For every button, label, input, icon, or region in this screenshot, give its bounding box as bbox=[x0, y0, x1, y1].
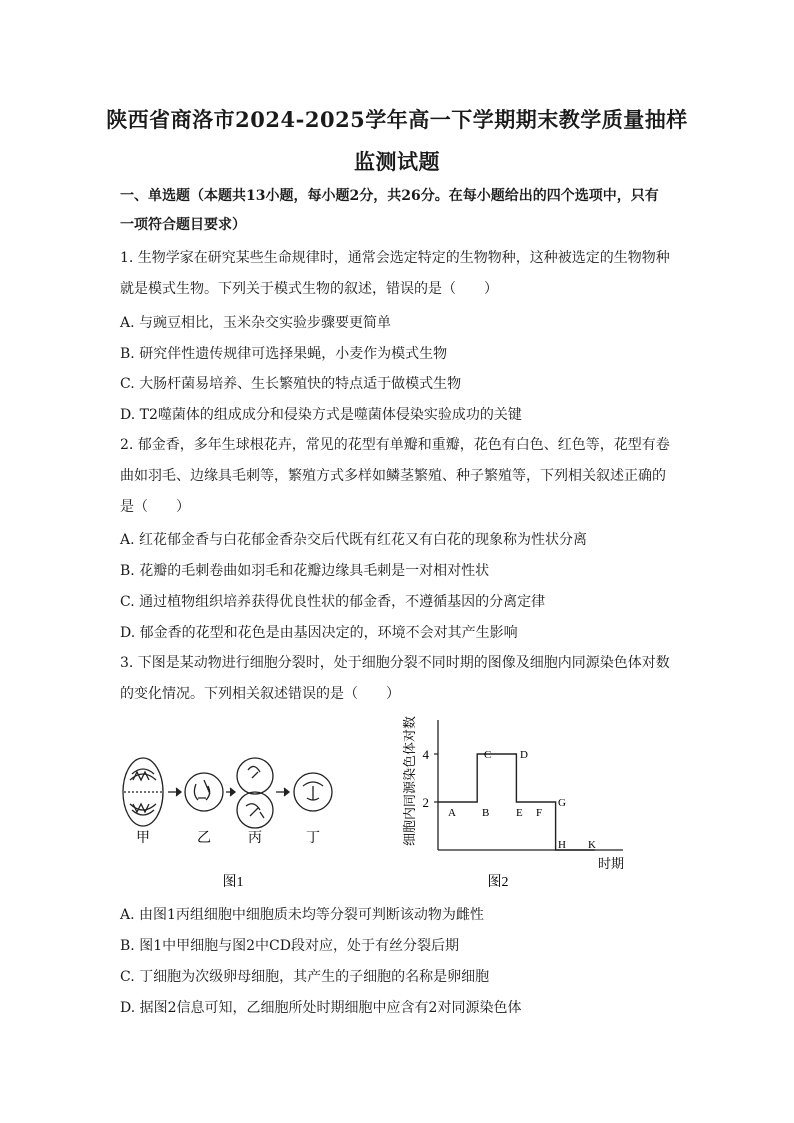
y-tick-label-2: 2 bbox=[422, 795, 429, 810]
q2-option-b: B. 花瓣的毛刺卷曲如羽毛和花瓣边缘具毛刺是一对相对性状 bbox=[120, 563, 490, 579]
cell-label-ding: 丁 bbox=[306, 831, 320, 846]
q3-option-b: B. 图1中甲细胞与图2中CD段对应，处于有丝分裂后期 bbox=[120, 938, 459, 954]
point-label-D: D bbox=[520, 749, 528, 761]
y-axis-label: 细胞内同源染色体对数 bbox=[402, 715, 417, 846]
point-label-A: A bbox=[448, 807, 456, 819]
point-label-H: H bbox=[558, 839, 566, 851]
point-label-B: B bbox=[482, 807, 490, 819]
cell-bing-top bbox=[237, 758, 273, 794]
q2-option-c: C. 通过植物组织培养获得优良性状的郁金香，不遵循基因的分离定律 bbox=[120, 594, 546, 610]
point-label-F: F bbox=[536, 807, 543, 819]
q1-option-a: A. 与豌豆相比，玉米杂交实验步骤要更简单 bbox=[120, 315, 392, 331]
figure-2-caption: 图2 bbox=[487, 875, 509, 890]
q1-option-c: C. 大肠杆菌易培养、生长繁殖快的特点适于做模式生物 bbox=[120, 376, 462, 392]
point-label-K: K bbox=[588, 839, 596, 851]
q3-option-c: C. 丁细胞为次级卵母细胞，其产生的子细胞的名称是卵细胞 bbox=[120, 969, 490, 985]
q1-stem-line1: 1. 生物学家在研究某些生命规律时，通常会选定特定的生物物种，这种被选定的生物物种 bbox=[120, 250, 670, 266]
point-label-E: E bbox=[516, 807, 523, 819]
cell-bing-bottom bbox=[237, 792, 273, 828]
point-label-C: C bbox=[484, 749, 492, 761]
section-heading-line1: 一、单选题（本题共13小题，每小题2分，共26分。在每小题给出的四个选项中，只有 bbox=[120, 188, 659, 204]
x-axis-label: 时期 bbox=[598, 856, 625, 871]
paper-title-line1: 陕西省商洛市2024-2025学年高一下学期期末教学质量抽样 bbox=[106, 107, 688, 132]
cell-yi bbox=[185, 773, 223, 811]
series-line bbox=[438, 754, 595, 850]
q2-stem-line1: 2. 郁金香，多年生球根花卉，常见的花型有单瓣和重瓣，花色有白色、红色等，花型有卷 bbox=[120, 437, 670, 453]
q2-option-a: A. 红花郁金香与白花郁金香杂交后代既有红花又有白花的现象称为性状分离 bbox=[120, 532, 588, 548]
q1-option-d: D. T2噬菌体的组成成分和侵染方式是噬菌体侵染实验成功的关键 bbox=[120, 407, 522, 423]
q3-option-a: A. 由图1丙组细胞中细胞质未均等分裂可判断该动物为雌性 bbox=[120, 907, 484, 923]
q2-option-d: D. 郁金香的花型和花色是由基因决定的，环境不会对其产生影响 bbox=[120, 625, 518, 641]
q1-stem-line2: 就是模式生物。下列关于模式生物的叙述，错误的是（ ） bbox=[120, 281, 498, 297]
point-label-G: G bbox=[558, 797, 566, 809]
cell-label-yi: 乙 bbox=[197, 831, 211, 846]
cell-label-jia: 甲 bbox=[136, 831, 150, 846]
q2-stem-line2: 曲如羽毛、边缘具毛刺等，繁殖方式多样如鳞茎繁殖、种子繁殖等，下列相关叙述正确的 bbox=[120, 468, 666, 484]
q3-stem-line2: 的变化情况。下列相关叙述错误的是（ ） bbox=[120, 686, 400, 702]
y-tick-label-4: 4 bbox=[422, 747, 429, 762]
section-heading-line2: 一项符合题目要求） bbox=[120, 217, 246, 233]
q3-stem-line1: 3. 下图是某动物进行细胞分裂时，处于细胞分裂不同时期的图像及细胞内同源染色体对数 bbox=[120, 655, 670, 671]
figure-2-chart bbox=[398, 712, 638, 892]
paper-title-line2: 监测试题 bbox=[354, 149, 440, 174]
q1-option-b: B. 研究伴性遗传规律可选择果蝇，小麦作为模式生物 bbox=[120, 346, 448, 362]
cell-label-bing: 丙 bbox=[248, 831, 262, 846]
figure-1 bbox=[118, 750, 358, 895]
q3-option-d: D. 据图2信息可知，乙细胞所处时期细胞中应含有2对同源染色体 bbox=[120, 1000, 522, 1016]
figure-1-caption: 图1 bbox=[222, 875, 244, 890]
q2-stem-line3: 是（ ） bbox=[120, 499, 190, 515]
